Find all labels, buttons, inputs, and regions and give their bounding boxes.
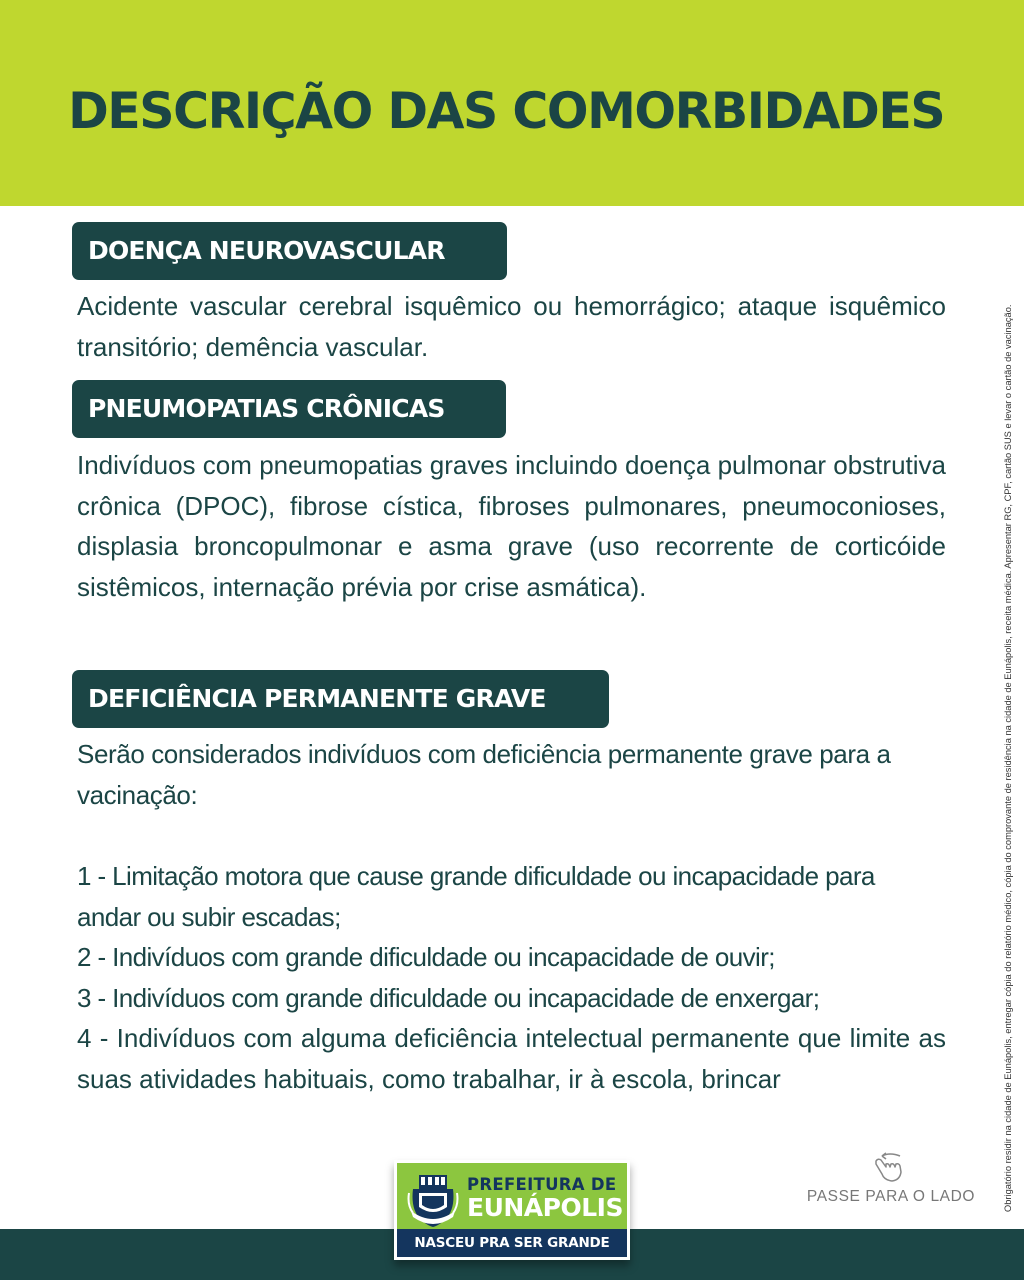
header-banner: [0, 0, 1024, 206]
section-text-pneumopatias: [77, 445, 946, 607]
list-item: 4 - Indivíduos com alguma deficiência intelectual permanente que limite as suas atividades habituais, como trabalhar, ir à escola, brincar: [77, 1023, 946, 1094]
list-item: 3 - Indivíduos com grande dificuldade ou incapacidade de enxergar;: [77, 982, 820, 1013]
logo-slogan: NASCEU PRA SER GRANDE: [397, 1229, 627, 1257]
list-item: 2 - Indivíduos com grande dificuldade ou incapacidade de ouvir;: [77, 942, 775, 972]
swipe-hint[interactable]: [796, 1150, 986, 1210]
swipe-hand-icon: [868, 1150, 908, 1184]
logo-city-text: EUNÁPOLIS: [467, 1193, 623, 1222]
deficiency-list-item-4: [77, 1018, 946, 1099]
swipe-label: PASSE PARA O LADO: [806, 1188, 976, 1205]
paragraph: Indivíduos com pneumopatias graves incluindo doença pulmonar obstrutiva crônica (DPOC), fibrose cística, fibroses pulmonares, pneumoconioses, displasia broncopulmonar e asma grave (uso recorrente de corticóide sistêmicos, internação prévia por crise asmática).: [77, 450, 946, 602]
coat-of-arms-icon: [407, 1171, 459, 1229]
section-intro-deficiencia: Serão considerados indivíduos com deficiência permanente grave para a vacinação:: [77, 739, 891, 810]
section-heading-pneumopatias: PNEUMOPATIAS CRÔNICAS: [72, 380, 506, 438]
section-heading-neurovascular: DOENÇA NEUROVASCULAR: [72, 222, 507, 280]
paragraph: Acidente vascular cerebral isquêmico ou hemorrágico; ataque isquêmico transitório; demência vascular.: [77, 291, 946, 362]
deficiency-list: [77, 856, 937, 1018]
logo-prefeitura-text: PREFEITURA DE: [467, 1175, 617, 1194]
prefeitura-logo: [394, 1160, 630, 1260]
section-text-neurovascular: [77, 286, 946, 367]
side-note-requirements: Obrigatório residir na cidade de Eunápolis, entregar cópia do relatório médico, cópia do comprovante de residência na cidade de Eunápolis, receita médica. Apresentar RG, CPF, cartão SUS e levar o cartão de vacinação.: [1003, 304, 1013, 1212]
section-heading-deficiencia: DEFICIÊNCIA PERMANENTE GRAVE: [72, 670, 609, 728]
page-title: DESCRIÇÃO DAS COMORBIDADES: [68, 82, 945, 140]
list-item: 1 - Limitação motora que cause grande dificuldade ou incapacidade para andar ou subir escadas;: [77, 861, 875, 932]
logo-green-panel: [397, 1163, 627, 1229]
